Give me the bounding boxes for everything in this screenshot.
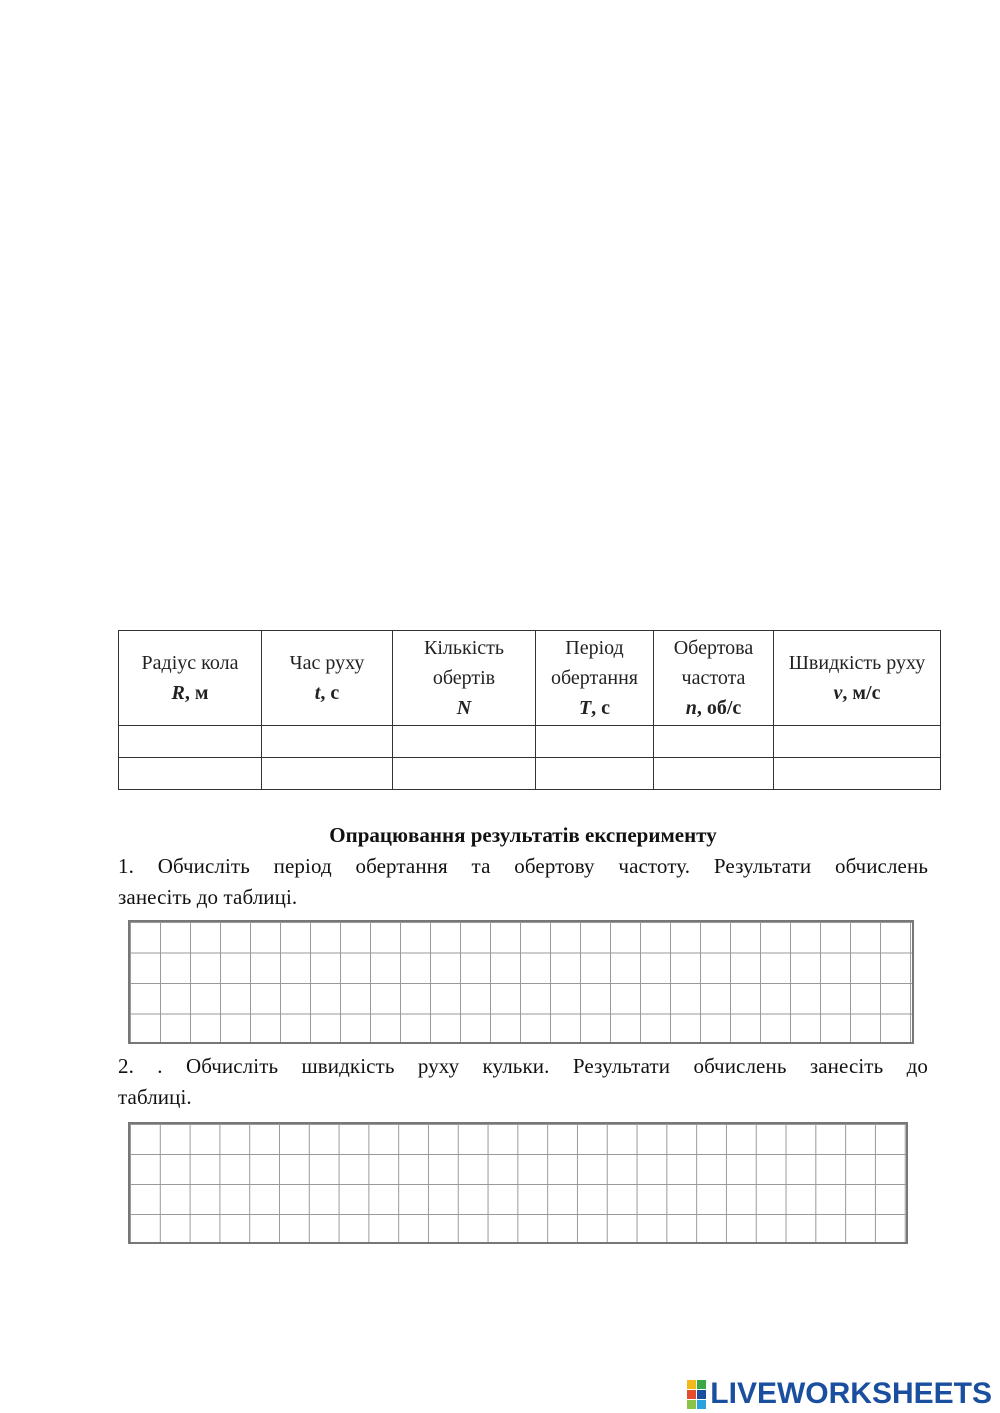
logo-square [697, 1400, 706, 1409]
header-radius: Радіус кола R, м [119, 631, 262, 726]
table-row [119, 758, 941, 790]
table-cell-input[interactable] [393, 726, 536, 758]
table-row [119, 726, 941, 758]
answer-grid-1[interactable] [128, 920, 914, 1044]
section-title: Опрацювання результатів експерименту [329, 823, 717, 847]
task-2-text: 2. . Обчисліть швидкість руху кульки. Результати обчислень занесіть до таблиці. [118, 1054, 928, 1109]
table-cell-input[interactable] [774, 726, 941, 758]
table-cell-input[interactable] [536, 758, 654, 790]
table-cell-input[interactable] [262, 758, 393, 790]
header-time: Час руху t, с [262, 631, 393, 726]
table-cell-input[interactable] [536, 726, 654, 758]
header-period: Період обертання T, с [536, 631, 654, 726]
header-speed: Швидкість руху v, м/с [774, 631, 941, 726]
logo-text: LIVEWORKSHEETS [710, 1377, 992, 1410]
logo-icon [687, 1380, 706, 1409]
table-cell-input[interactable] [654, 726, 774, 758]
header-frequency: Обертова частота n, об/с [654, 631, 774, 726]
table-header-row [119, 631, 941, 726]
logo-square [687, 1390, 696, 1399]
header-revolutions: Кількість обертів N [393, 631, 536, 726]
measurements-table [118, 630, 941, 790]
answer-grid-2[interactable] [128, 1122, 908, 1244]
table-cell-input[interactable] [262, 726, 393, 758]
table-cell-input[interactable] [774, 758, 941, 790]
logo-square [687, 1380, 696, 1389]
liveworksheets-logo [687, 1377, 992, 1411]
table-cell-input[interactable] [393, 758, 536, 790]
logo-square [697, 1380, 706, 1389]
table-cell-input[interactable] [119, 758, 262, 790]
table-cell-input[interactable] [654, 758, 774, 790]
task-1-text: 1. Обчисліть період обертання та обертову частоту. Результати обчислень занесіть до таблиці. [118, 854, 928, 909]
logo-square [697, 1390, 706, 1399]
logo-square [687, 1400, 696, 1409]
table-cell-input[interactable] [119, 726, 262, 758]
